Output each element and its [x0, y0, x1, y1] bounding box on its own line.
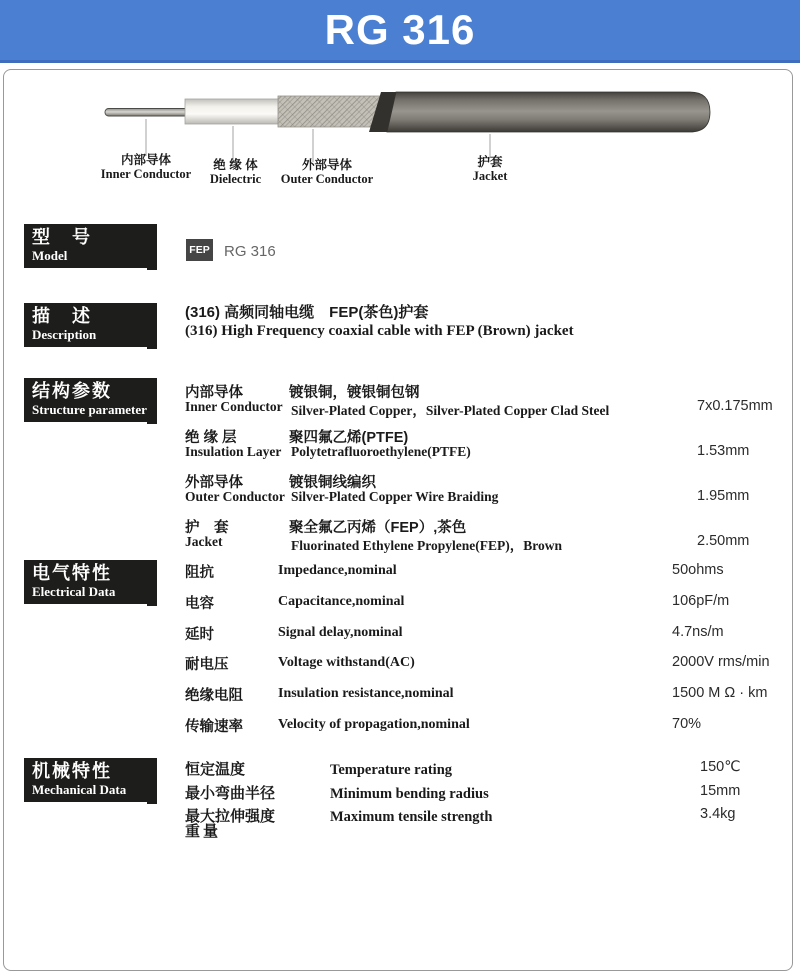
cable-part-label — [188, 158, 283, 186]
page-header — [0, 0, 800, 63]
structure-row-label-en: Inner Conductor — [185, 399, 283, 414]
structure-row-desc-en: Silver-Plated Copper，Silver-Plated Copper Clad Steel — [291, 403, 610, 418]
section-label-electrical-zh: 电气特性 — [32, 563, 112, 583]
mechanical-row-value: 3.4kg — [700, 806, 736, 823]
electrical-row — [185, 592, 791, 623]
cable-part-label — [96, 153, 196, 181]
cable-part-label-en: Outer Conductor — [280, 172, 374, 186]
electrical-row-label-zh: 延时 — [185, 626, 214, 643]
section-label-mechanical-zh: 机械特性 — [32, 761, 112, 781]
structure-row-desc-en: Polytetrafluoroethylene(PTFE) — [291, 444, 471, 459]
model-value: RG 316 — [224, 243, 276, 260]
cable-part-label — [455, 155, 525, 183]
section-label-structure — [24, 378, 154, 422]
section-label-electrical — [24, 560, 153, 604]
section-bar-description — [147, 303, 157, 349]
structure-row — [185, 426, 791, 471]
section-label-structure-en: Structure parameter — [32, 401, 147, 417]
electrical-row — [185, 623, 791, 654]
jacket-graphic — [387, 92, 710, 132]
mechanical-row-label-zh: 最大拉伸强度 — [185, 808, 276, 826]
structure-row-label-zh: 内部导体 — [185, 385, 243, 401]
section-label-model-zh: 型 号 — [32, 227, 92, 247]
electrical-row-label-zh: 传输速率 — [185, 718, 243, 735]
electrical-row-label-en: Velocity of propagation,nominal — [278, 716, 470, 732]
mechanical-row-label-zh: 最小弯曲半径 — [185, 784, 276, 802]
electrical-row-label-en: Impedance,nominal — [278, 563, 397, 578]
structure-row-label-zh: 绝 缘 层 — [185, 430, 237, 446]
dielectric-graphic — [185, 99, 281, 124]
cable-part-label — [272, 158, 382, 186]
section-label-structure-zh: 结构参数 — [32, 381, 112, 401]
electrical-table — [185, 561, 791, 746]
mechanical-table — [185, 758, 791, 829]
electrical-row-label-zh: 绝缘电阻 — [185, 688, 243, 705]
electrical-row — [185, 653, 791, 684]
structure-row-desc-zh: 镀银铜线编织 — [289, 475, 376, 491]
structure-row-label-zh: 护 套 — [185, 520, 229, 536]
section-label-mechanical-en: Mechanical Data — [32, 781, 127, 797]
section-label-description-en: Description — [32, 326, 97, 342]
electrical-row — [185, 715, 791, 746]
structure-row-desc-zh: 镀银铜，镀银铜包钢 — [289, 385, 420, 401]
mechanical-row-label-en: Temperature rating — [330, 762, 453, 778]
page-title: RG 316 — [324, 6, 476, 53]
electrical-row-label-en: Signal delay,nominal — [278, 624, 403, 640]
mechanical-row-label-en: Minimum bending radius — [330, 785, 489, 802]
structure-row-desc-zh: 聚全氟乙丙烯（FEP）,茶色 — [289, 520, 467, 536]
structure-row-value: 7x0.175mm — [697, 398, 773, 414]
mechanical-row — [185, 805, 791, 829]
structure-row — [185, 516, 791, 561]
structure-row-value: 1.95mm — [697, 488, 750, 504]
section-label-model — [24, 224, 153, 268]
electrical-row-value: 2000V rms/min — [672, 654, 770, 671]
section-bar-mechanical — [147, 758, 157, 804]
structure-row-label-en: Jacket — [185, 534, 223, 549]
electrical-row-label-zh: 耐电压 — [185, 657, 229, 674]
mechanical-row — [185, 782, 791, 806]
description-text-zh: (316) 高频同轴电缆 FEP(茶色)护套 — [185, 304, 429, 321]
section-bar-structure — [147, 378, 157, 424]
structure-row — [185, 471, 791, 516]
section-label-mechanical — [24, 758, 153, 802]
section-label-description-zh: 描 述 — [32, 306, 92, 326]
section-bar-model — [147, 224, 157, 270]
structure-row-desc-en: Silver-Plated Copper Wire Braiding — [291, 489, 499, 504]
section-label-description — [24, 303, 153, 347]
section-label-model-en: Model — [32, 247, 68, 263]
inner-conductor-graphic — [105, 109, 191, 117]
mechanical-partial-row: 重量 — [185, 823, 222, 840]
structure-row-value: 1.53mm — [697, 443, 750, 459]
structure-row-label-zh: 外部导体 — [185, 475, 243, 491]
mechanical-row-label-zh: 恒定温度 — [185, 761, 246, 778]
structure-row — [185, 381, 791, 426]
electrical-row-value: 106pF/m — [672, 592, 730, 609]
cable-part-label-zh: 绝 缘 体 — [213, 158, 258, 172]
structure-row-label-en: Insulation Layer — [185, 444, 282, 459]
electrical-row-label-en: Capacitance,nominal — [278, 593, 405, 609]
cable-part-label-zh: 护套 — [477, 155, 503, 169]
cable-part-label-en: Inner Conductor — [100, 167, 192, 181]
structure-row-value: 2.50mm — [697, 533, 750, 549]
mechanical-row-value: 150℃ — [700, 759, 741, 775]
cable-part-label-zh: 内部导体 — [120, 153, 171, 167]
description-text-en: (316) High Frequency coaxial cable with FEP (Brown) jacket — [185, 323, 574, 339]
electrical-row-value: 70% — [672, 715, 702, 732]
structure-row-label-en: Outer Conductor — [185, 489, 285, 504]
electrical-row-label-en: Voltage withstand(AC) — [278, 655, 415, 671]
electrical-row — [185, 561, 791, 592]
fep-badge: FEP — [186, 239, 213, 261]
section-bar-electrical — [147, 560, 157, 606]
electrical-row — [185, 684, 791, 715]
cable-part-label-zh: 外部导体 — [301, 158, 352, 172]
cable-diagram — [0, 70, 800, 210]
structure-row-desc-en: Fluorinated Ethylene Propylene(FEP)，Brown — [291, 538, 562, 553]
mechanical-row — [185, 758, 791, 782]
electrical-row-value: 1500 M Ω · km — [672, 685, 768, 702]
cable-part-label-en: Dielectric — [209, 172, 262, 186]
electrical-row-value: 4.7ns/m — [672, 623, 724, 640]
structure-table — [185, 381, 791, 561]
structure-row-desc-zh: 聚四氟乙烯(PTFE) — [289, 430, 409, 446]
mechanical-row-label-en: Maximum tensile strength — [330, 809, 493, 826]
mechanical-row-value: 15mm — [700, 782, 741, 799]
electrical-row-label-zh: 阻抗 — [185, 565, 214, 581]
electrical-row-label-en: Insulation resistance,nominal — [278, 686, 454, 702]
section-label-electrical-en: Electrical Data — [32, 583, 116, 599]
cable-part-label-en: Jacket — [472, 169, 508, 183]
electrical-row-value: 50ohms — [672, 562, 724, 578]
electrical-row-label-zh: 电容 — [185, 595, 214, 612]
